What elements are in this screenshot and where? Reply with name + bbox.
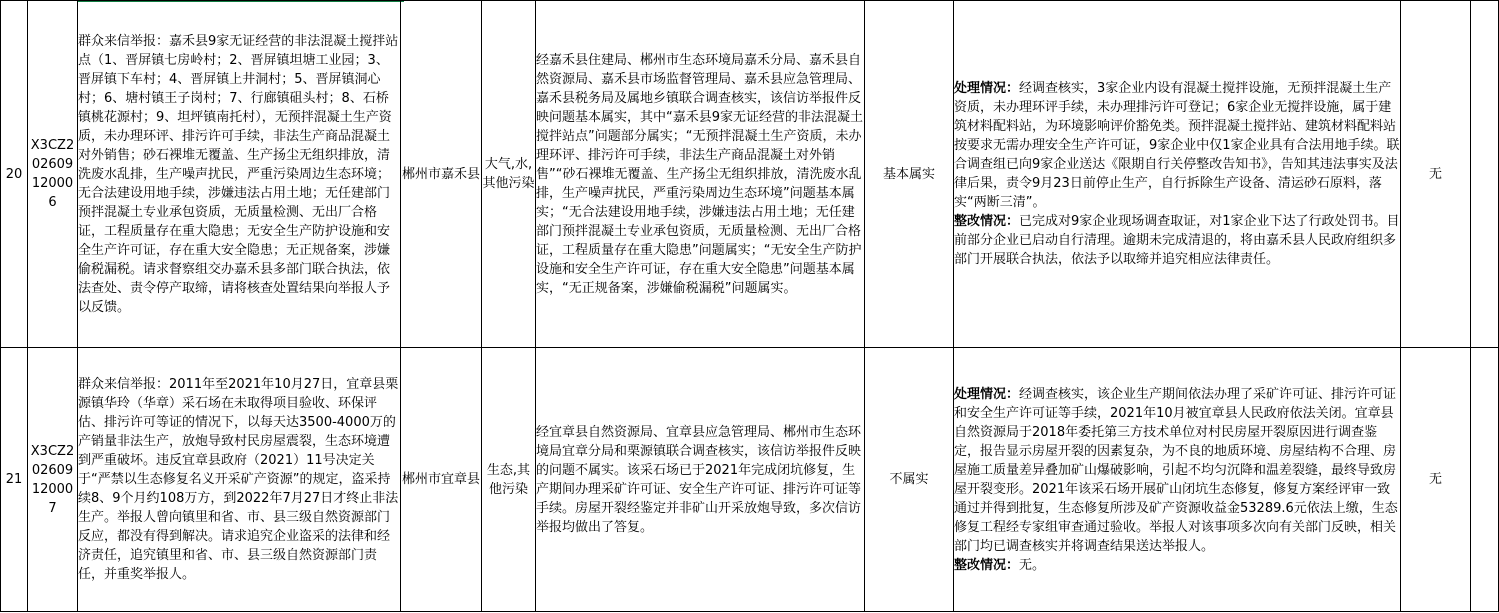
row-number-cell[interactable]: 21: [1, 348, 28, 612]
handling-text: 经调查核实，3家企业内设有混凝土搅拌设施，无预拌混凝土生产资质，未办理环评手续，未办理排污许可登记；6家企业无搅拌设施，属于建筑材料配料站，为环境影响评价豁免类。预拌混凝土搅拌站、建筑材料配料站按要求无需办理安全生产许可证，9家企业中仅1家企业具有合法用地手续。联合调查组已向9家企业送达《限期自行关停整改告知书》，告知其违法事实及法律后果，责令9月23日前停止生产，自行拆除生产设备、清运砂石原料，落实“两断三清”。: [954, 81, 1400, 210]
complaint-content-cell[interactable]: 群众来信举报：2011年至2021年10月27日，宜章县栗源镇华玲（华章）采石场在未取得项目验收、环保评估、排污许可等证的情况下，以每天达3500-4000万的产销量非法生产，放炮导致村民房屋震裂，生态环境遭到严重破坏。违反宜章县政府（2021）11号决定关于“严禁以生态修复名义开采矿产资源”的规定，盗采持续8、9个月约108万方，到2022年7月27日才终止非法生产。举报人曾向镇里和省、市、县三级自然资源部门反应，都没有得到解决。请求追究企业盗采的法律和经济责任，追究镇里和省、市、县三级自然资源部门责任，并重奖举报人。: [78, 348, 401, 612]
table-row: [1, 1, 1499, 348]
handling-paragraph: [954, 79, 1400, 212]
pollution-type-cell[interactable]: 生态,其他污染: [482, 348, 536, 612]
truthfulness-cell[interactable]: 不属实: [865, 348, 954, 612]
verification-cell[interactable]: 经宜章县自然资源局、宜章县应急管理局、郴州市生态环境局宜章分局和栗源镇联合调查核实，该信访举报件反映的问题不属实。该采石场已于2021年完成闭坑修复，生产期间办理采矿许可证、安全生产许可证、排污许可证等手续。房屋开裂经鉴定并非矿山开采放炮导致，多次信访举报均做出了答复。: [536, 348, 865, 612]
handling-paragraph: [954, 385, 1400, 556]
pollution-type-cell[interactable]: 大气,水,其他污染: [482, 1, 536, 348]
rectification-label: 整改情况：: [954, 557, 1020, 573]
handling-label: 处理情况：: [954, 386, 1020, 402]
handling-label: 处理情况：: [954, 81, 1020, 96]
rectification-paragraph: [954, 556, 1400, 575]
handling-result-cell[interactable]: [954, 1, 1401, 348]
rectification-text: 无。: [1019, 557, 1046, 573]
handling-text: 经调查核实，该企业生产期间依法办理了采矿许可证、排污许可证和安全生产许可证等手续，2021年10月被宜章县人民政府依法关闭。宜章县自然资源局于2018年委托第三方技术单位对村民房屋开裂原因进行调查鉴定，报告显示房屋开裂的因素复杂，为不良的地质环境、房屋结构不合理、房屋施工质量差异叠加矿山爆破影响，引起不均匀沉降和温差裂缝，最终导致房屋开裂变形。2021年该采石场开展矿山闭坑生态修复，修复方案经评审一致通过并得到批复，生态修复所涉及矿产资源收益金53289.6元依法上缴，生态修复工程经专家组审查通过验收。举报人对该事项多次向有关部门反映，相关部门均已调查核实并将调查结果送达举报人。: [954, 386, 1398, 554]
empty-cell[interactable]: [1471, 348, 1499, 612]
row-number-cell[interactable]: 20: [1, 1, 28, 348]
complaint-content-cell[interactable]: 群众来信举报：嘉禾县9家无证经营的非法混凝土搅拌站点（1、晋屏镇七房岭村；2、晋屏镇坦塘工业园；3、晋屏镇下车村；4、晋屏镇上井洞村；5、晋屏镇洞心村；6、塘村镇王子岗村；7、行廊镇砠头村；8、石桥镇桃花源村；9、坦坪镇南托村），无预拌混凝土生产资质，未办理环评、排污许可手续，非法生产商品混凝土对外销售；砂石裸堆无覆盖、生产扬尘无组织排放，清洗废水乱排，生产噪声扰民，严重污染周边生态环境；无合法建设用地手续，涉嫌违法占用土地；无任建部门预拌混凝土专业承包资质，无质量检测、无出厂合格证，工程质量存在重大隐患；无安全生产防护设施和安全生产许可证，存在重大安全隐患；无正规备案，涉嫌偷税漏税。请求督察组交办嘉禾县多部门联合执法，依法查处、责令停产取缔，请将核查处置结果向举报人予以反馈。: [78, 1, 401, 348]
case-id-cell[interactable]: X3CZ20260912000 6: [28, 1, 78, 348]
truthfulness-cell[interactable]: 基本属实: [865, 1, 954, 348]
administrative-area-cell[interactable]: 郴州市嘉禾县: [401, 1, 482, 348]
verification-cell[interactable]: 经嘉禾县住建局、郴州市生态环境局嘉禾分局、嘉禾县自然资源局、嘉禾县市场监督管理局、嘉禾县应急管理局、嘉禾县税务局及属地乡镇联合调查核实，该信访举报件反映问题基本属实，其中“嘉禾县9家无证经营的非法混凝土搅拌站点”问题部分属实；“无预拌混凝土生产资质，未办理环评、排污许可手续，非法生产商品混凝土对外销售”“砂石裸堆无覆盖、生产扬尘无组织排放，清洗废水乱排，生产噪声扰民，严重污染周边生态环境”问题基本属实；“无合法建设用地手续，涉嫌违法占用土地；无任建部门预拌混凝土专业承包资质，无质量检测、无出厂合格证，工程质量存在重大隐患”问题属实；“无安全生产防护设施和安全生产许可证，存在重大安全隐患”问题基本属实，“无正规备案，涉嫌偷税漏税”问题属实。: [536, 1, 865, 348]
administrative-area-cell[interactable]: 郴州市宜章县: [401, 348, 482, 612]
accountability-cell[interactable]: 无: [1401, 348, 1471, 612]
rectification-label: 整改情况：: [954, 214, 1020, 229]
table-row: [1, 348, 1499, 612]
empty-cell[interactable]: [1471, 1, 1499, 348]
rectification-text: 已完成对9家企业现场调查取证，对1家企业下达了行政处罚书。目前部分企业已启动自行清理。逾期未完成清退的，将由嘉禾县人民政府组织多部门开展联合执法，依法予以取缔并追究相应法律责任。: [954, 214, 1400, 267]
case-id-cell[interactable]: X3CZ20260912000 7: [28, 348, 78, 612]
accountability-cell[interactable]: 无: [1401, 1, 1471, 348]
handling-result-cell[interactable]: [954, 348, 1401, 612]
rectification-paragraph: [954, 212, 1400, 269]
